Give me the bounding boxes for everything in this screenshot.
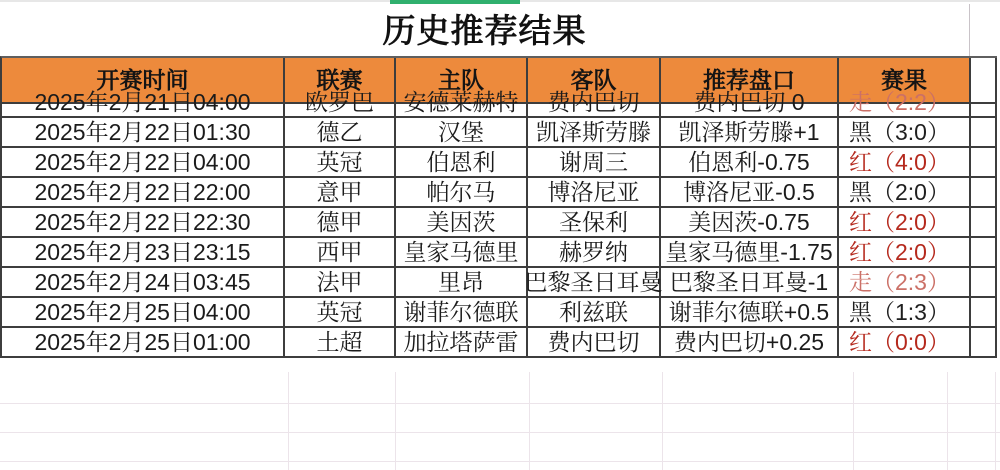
cell-away[interactable]: 圣保利 — [528, 208, 661, 238]
cell-away[interactable]: 凯泽斯劳滕 — [528, 118, 661, 148]
cell-away[interactable]: 赫罗纳 — [528, 238, 661, 268]
cell-league[interactable]: 英冠 — [285, 148, 396, 178]
cell-time[interactable]: 2025年2月22日22:30 — [2, 208, 285, 238]
cell-handicap[interactable]: 皇家马德里-1.75 — [661, 238, 839, 268]
cell-handicap[interactable]: 伯恩利-0.75 — [661, 148, 839, 178]
cell-time[interactable]: 2025年2月21日04:00 — [2, 88, 285, 118]
cell-time[interactable]: 2025年2月23日23:15 — [2, 238, 285, 268]
header-cell-handicap[interactable]: 推荐盘口 — [661, 58, 839, 104]
cell-away[interactable]: 费内巴切 — [528, 88, 661, 118]
grid-line — [0, 403, 1000, 404]
cell-empty[interactable] — [971, 238, 997, 268]
cell-home[interactable]: 帕尔马 — [396, 178, 528, 208]
cell-result[interactable]: 红（0:0） — [839, 328, 971, 358]
cell-home[interactable]: 美因茨 — [396, 208, 528, 238]
cell-empty[interactable] — [971, 178, 997, 208]
grid-line — [969, 4, 970, 56]
cell-league[interactable]: 法甲 — [285, 268, 396, 298]
results-table — [0, 56, 997, 358]
cell-time[interactable]: 2025年2月22日01:30 — [2, 118, 285, 148]
header-cell-away[interactable]: 客队 — [528, 58, 661, 104]
cell-time[interactable]: 2025年2月24日03:45 — [2, 268, 285, 298]
cell-handicap[interactable]: 巴黎圣日耳曼-1 — [661, 268, 839, 298]
cell-empty[interactable] — [971, 328, 997, 358]
cell-away[interactable]: 费内巴切 — [528, 328, 661, 358]
cell-time[interactable]: 2025年2月25日01:00 — [2, 328, 285, 358]
cell-result[interactable]: 黑（3:0） — [839, 118, 971, 148]
cell-handicap[interactable]: 费内巴切+0.25 — [661, 328, 839, 358]
cell-empty[interactable] — [971, 298, 997, 328]
header-cell-time[interactable]: 开赛时间 — [2, 58, 285, 104]
cell-result[interactable]: 黑（2:0） — [839, 178, 971, 208]
cell-result[interactable]: 黑（1:3） — [839, 298, 971, 328]
cell-league[interactable]: 英冠 — [285, 298, 396, 328]
grid-line — [995, 372, 996, 470]
header-cell-result[interactable]: 赛果 — [839, 58, 971, 104]
cell-empty[interactable] — [971, 148, 997, 178]
header-cell-home[interactable]: 主队 — [396, 58, 528, 104]
cell-result[interactable]: 走（2:3） — [839, 268, 971, 298]
cell-empty[interactable] — [971, 88, 997, 118]
cell-home[interactable]: 谢菲尔德联 — [396, 298, 528, 328]
grid-line — [662, 372, 663, 470]
grid-line — [947, 372, 948, 470]
cell-handicap[interactable]: 美因茨-0.75 — [661, 208, 839, 238]
cell-home[interactable]: 皇家马德里 — [396, 238, 528, 268]
cell-away[interactable]: 巴黎圣日耳曼 — [528, 268, 661, 298]
cell-league[interactable]: 土超 — [285, 328, 396, 358]
cell-league[interactable]: 意甲 — [285, 178, 396, 208]
header-cell-league[interactable]: 联赛 — [285, 58, 396, 104]
cell-home[interactable]: 安德莱赫特 — [396, 88, 528, 118]
cell-result[interactable]: 走（2:2） — [839, 88, 971, 118]
cell-home[interactable]: 汉堡 — [396, 118, 528, 148]
grid-line — [0, 461, 1000, 462]
grid-line — [853, 372, 854, 470]
cell-away[interactable]: 利兹联 — [528, 298, 661, 328]
title-cell[interactable] — [0, 0, 969, 56]
cell-league[interactable]: 德乙 — [285, 118, 396, 148]
cell-result[interactable]: 红（4:0） — [839, 148, 971, 178]
cell-handicap[interactable]: 谢菲尔德联+0.5 — [661, 298, 839, 328]
cell-handicap[interactable]: 博洛尼亚-0.5 — [661, 178, 839, 208]
cell-handicap[interactable]: 凯泽斯劳滕+1 — [661, 118, 839, 148]
cell-handicap[interactable]: 费内巴切 0 — [661, 88, 839, 118]
cell-result[interactable]: 红（2:0） — [839, 238, 971, 268]
cell-home[interactable]: 里昂 — [396, 268, 528, 298]
cell-empty[interactable] — [971, 118, 997, 148]
cell-away[interactable]: 谢周三 — [528, 148, 661, 178]
cell-time[interactable]: 2025年2月22日04:00 — [2, 148, 285, 178]
cell-home[interactable]: 加拉塔萨雷 — [396, 328, 528, 358]
cell-league[interactable]: 德甲 — [285, 208, 396, 238]
cell-league[interactable]: 欧罗巴 — [285, 88, 396, 118]
cell-league[interactable]: 西甲 — [285, 238, 396, 268]
cell-empty[interactable] — [971, 268, 997, 298]
cell-time[interactable]: 2025年2月25日04:00 — [2, 298, 285, 328]
grid-line — [395, 372, 396, 470]
cell-result[interactable]: 红（2:0） — [839, 208, 971, 238]
cell-time[interactable]: 2025年2月22日22:00 — [2, 178, 285, 208]
grid-line — [0, 432, 1000, 433]
page-title: 历史推荐结果 — [382, 11, 587, 49]
cell-away[interactable]: 博洛尼亚 — [528, 178, 661, 208]
cell-home[interactable]: 伯恩利 — [396, 148, 528, 178]
grid-line — [529, 372, 530, 470]
cell-empty[interactable] — [971, 208, 997, 238]
grid-line — [288, 372, 289, 470]
